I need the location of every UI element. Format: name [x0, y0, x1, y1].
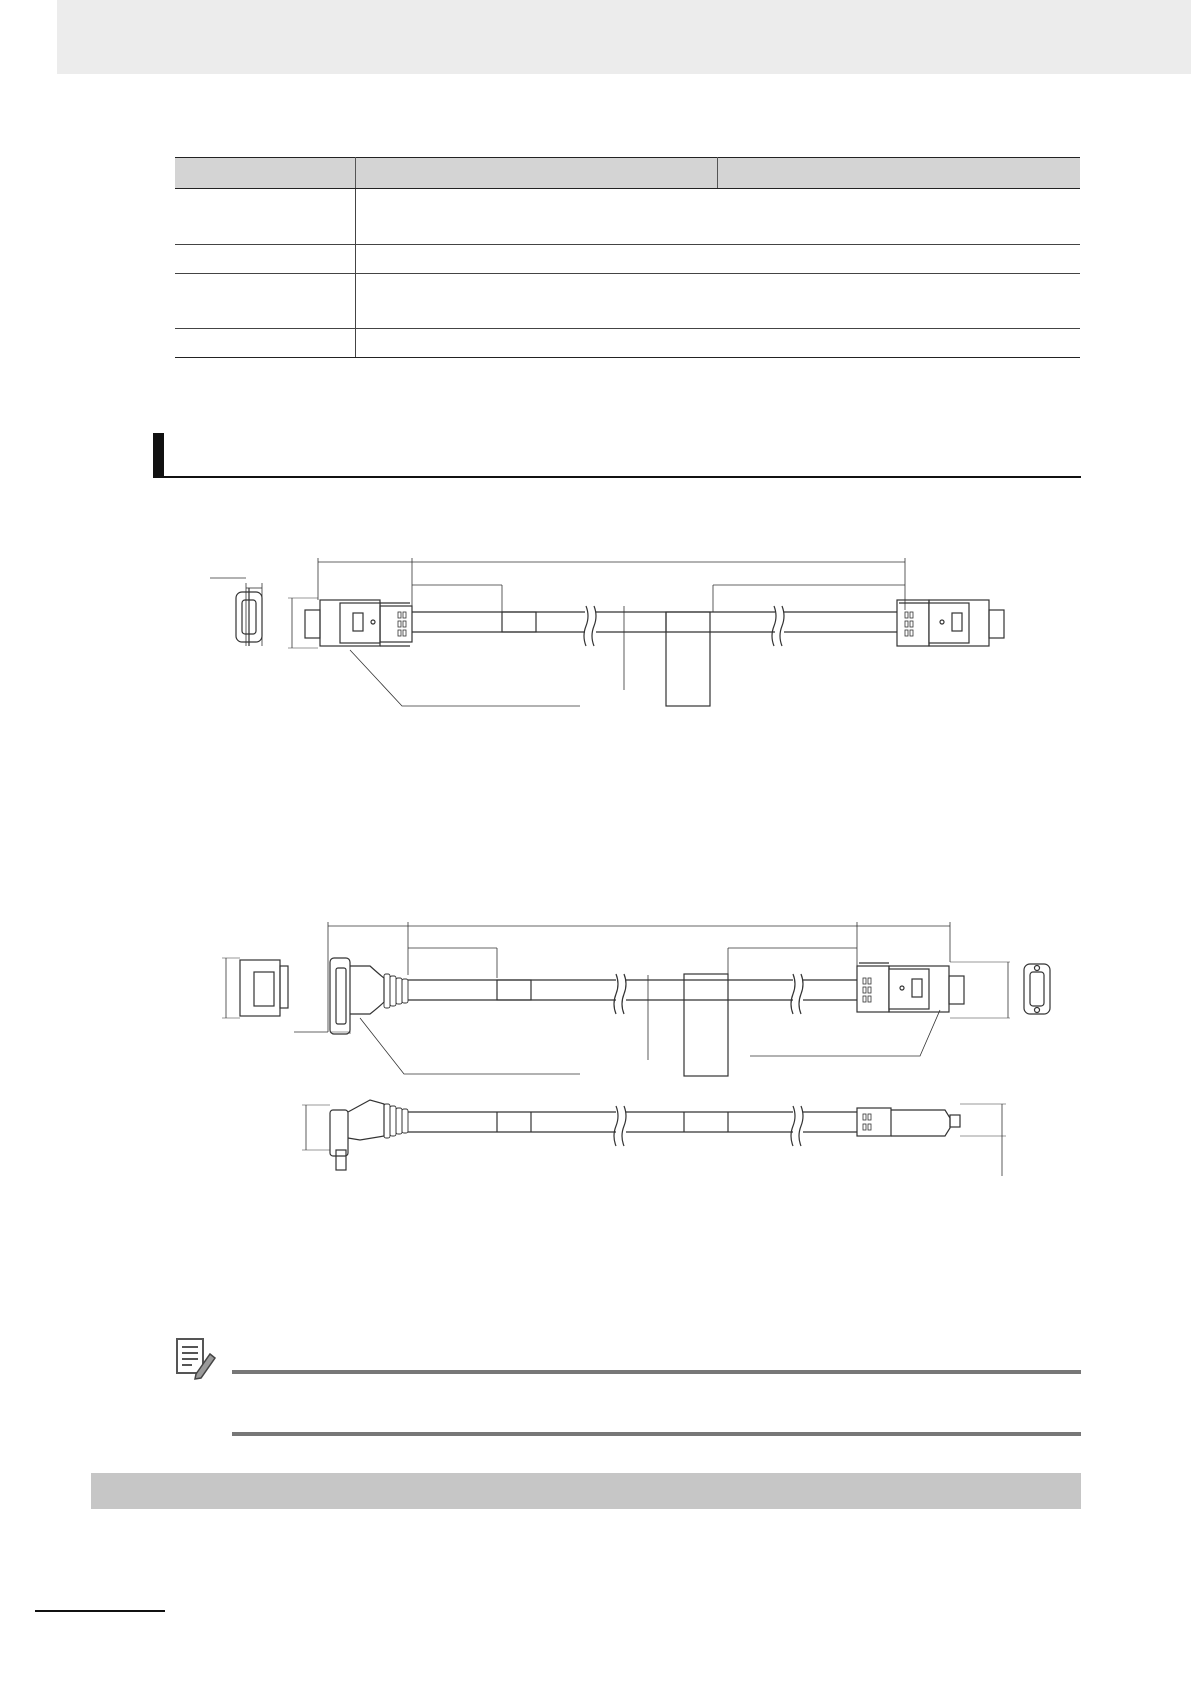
connector-side-view-left: [222, 958, 288, 1018]
cable-body: [412, 606, 897, 646]
section-heading-band: [91, 1473, 1081, 1509]
cable-body-2: [408, 974, 857, 1014]
connector-end-view-right: [1024, 964, 1050, 1014]
note-rule-bottom: [232, 1432, 1081, 1436]
note-rule-top: [232, 1370, 1081, 1374]
page-footer-rule: [35, 1610, 165, 1612]
cable-drawing-right-angle: [222, 922, 1050, 1176]
connector-right-angle: [294, 958, 408, 1034]
connector-left: [305, 600, 412, 646]
connector-leader-line-3: [750, 1010, 940, 1056]
cable-drawing-straight: [210, 558, 1004, 706]
label-marker-box-2: [684, 974, 728, 1076]
connector-leader-line-2: [360, 1018, 580, 1074]
connector-right-2: [857, 962, 1010, 1018]
label-marker-box: [666, 612, 710, 706]
additional-information-icon: [174, 1336, 218, 1380]
cable-side-view: [302, 1100, 1006, 1176]
dimension-lines-top: [318, 558, 905, 612]
connector-leader-line: [350, 650, 580, 706]
connector-end-view-left: [210, 578, 262, 646]
connector-right: [897, 600, 1004, 646]
